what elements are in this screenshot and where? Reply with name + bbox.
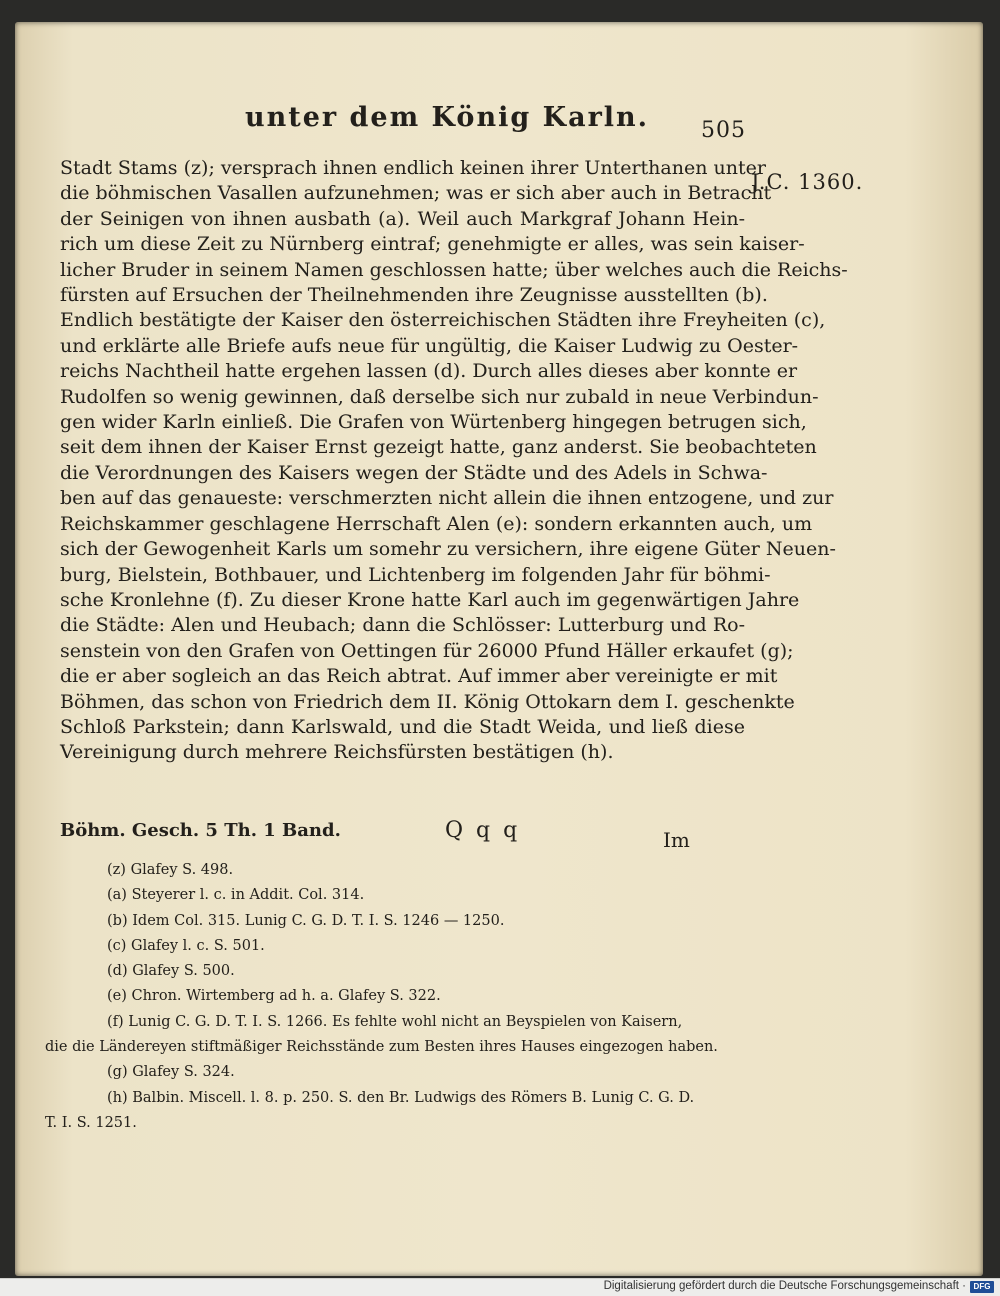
body-line: Böhmen, das schon von Friedrich dem II. König Ottokarn dem I. geschenkte — [60, 690, 795, 713]
footnote: (c) Glafey l. c. S. 501. — [107, 937, 265, 954]
body-line: die er aber sogleich an das Reich abtrat. Auf immer aber vereinigte er mit — [60, 665, 778, 688]
page-number: 505 — [701, 118, 746, 143]
body-line: sche Kronlehne (f). Zu dieser Krone hatte Karl auch im gegenwärtigen Jahre — [60, 588, 800, 611]
footnotes — [45, 858, 735, 1136]
footnote: (d) Glafey S. 500. — [107, 963, 235, 980]
body-line: fürsten auf Ersuchen der Theilnehmenden ihre Zeugnisse ausstellten (b). — [60, 284, 768, 307]
footnote-continuation: die die Ländereyen stiftmäßiger Reichsstände zum Besten ihres Hauses eingezogen haben. — [45, 1039, 718, 1056]
footer-bar — [0, 1278, 1000, 1296]
body-line: Schloß Parkstein; dann Karlswald, und die Stadt Weida, und ließ diese — [60, 715, 745, 738]
footnote: (h) Balbin. Miscell. l. 8. p. 250. S. den Br. Ludwigs des Römers B. Lunig C. G. D. — [107, 1089, 695, 1106]
footnote-continuation: T. I. S. 1251. — [45, 1114, 137, 1131]
body-line: die Städte: Alen und Heubach; dann die Schlösser: Lutterburg und Ro- — [60, 614, 745, 637]
body-line: Endlich bestätigte der Kaiser den österreichischen Städten ihre Freyheiten (c), — [60, 309, 826, 332]
body-line: seit dem ihnen der Kaiser Ernst gezeigt hatte, ganz anderst. Sie beobachteten — [60, 436, 817, 459]
printer-signature: Böhm. Gesch. 5 Th. 1 Band. — [60, 820, 341, 841]
footer-credit: Digitalisierung gefördert durch die Deutsche Forschungsgemeinschaft · — [603, 1280, 966, 1292]
running-head: unter dem König Karln. — [245, 102, 650, 133]
body-line: die Verordnungen des Kaisers wegen der Städte und des Adels in Schwa- — [60, 461, 768, 484]
footnote: (z) Glafey S. 498. — [107, 862, 234, 878]
body-line: der Seinigen von ihnen ausbath (a). Weil auch Markgraf Johann Hein- — [60, 207, 745, 230]
footnote: (g) Glafey S. 324. — [107, 1064, 235, 1081]
dfg-logo-icon[interactable]: DFG — [970, 1281, 994, 1293]
footnote: (a) Steyerer l. c. in Addit. Col. 314. — [107, 887, 365, 904]
signature-mark: Q q q — [445, 818, 521, 843]
book-page — [15, 22, 983, 1276]
body-line: Stadt Stams (z); versprach ihnen endlich keinen ihrer Unterthanen unter — [60, 157, 766, 179]
body-line: senstein von den Grafen von Oettingen für 26000 Pfund Häller erkaufet (g); — [60, 639, 794, 662]
footnote: (e) Chron. Wirtemberg ad h. a. Glafey S. 322. — [107, 988, 441, 1005]
body-line: burg, Bielstein, Bothbauer, und Lichtenberg im folgenden Jahr für böhmi- — [60, 563, 771, 586]
body-line: ben auf das genaueste: verschmerzten nicht allein die ihnen entzogene, und zur — [60, 487, 834, 510]
body-line: reichs Nachtheil hatte ergehen lassen (d). Durch alles dieses aber konnte er — [60, 360, 798, 383]
body-line: Rudolfen so wenig gewinnen, daß derselbe sich nur zubald in neue Verbindun- — [60, 385, 819, 408]
body-line: Vereinigung durch mehrere Reichsfürsten bestätigen (h). — [60, 741, 614, 764]
body-line: licher Bruder in seinem Namen geschlossen hatte; über welches auch die Reichs- — [60, 258, 848, 281]
body-line: Reichskammer geschlagene Herrschaft Alen (e): sondern erkannten auch, um — [60, 512, 813, 535]
footnote: (b) Idem Col. 315. Lunig C. G. D. T. I. S. 1246 — 1250. — [107, 912, 505, 929]
footnote: (f) Lunig C. G. D. T. I. S. 1266. Es fehlte wohl nicht an Beyspielen von Kaisern, — [107, 1013, 683, 1030]
body-line: die böhmischen Vasallen aufzunehmen; was er sich aber auch in Betracht — [60, 182, 772, 205]
body-line: gen wider Karln einließ. Die Grafen von Würtenberg hingegen betrugen sich, — [60, 411, 807, 434]
body-line: und erklärte alle Briefe aufs neue für ungültig, die Kaiser Ludwig zu Oester- — [60, 334, 799, 357]
catchword: Im — [663, 828, 690, 852]
body-line: rich um diese Zeit zu Nürnberg eintraf; genehmigte er alles, was sein kaiser- — [60, 233, 805, 256]
margin-note-year: J.C. 1360. — [751, 170, 864, 194]
body-line: sich der Gewogenheit Karls um somehr zu versichern, ihre eigene Güter Neuen- — [60, 538, 836, 561]
